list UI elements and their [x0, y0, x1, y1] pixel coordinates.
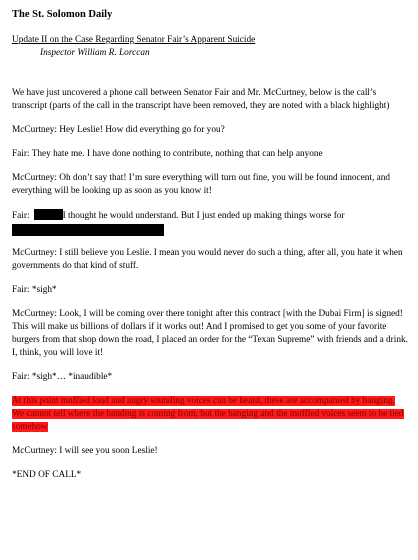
- transcript-line: Fair: *sigh*… *inaudible*: [12, 372, 113, 382]
- highlighted-note: [12, 395, 408, 434]
- transcript-line: McCurtney: I will see you soon Leslie!: [12, 446, 158, 456]
- speaker-label: Fair:: [12, 211, 30, 221]
- intro-paragraph: We have just uncovered a phone call between Senator Fair and Mr. McCurtney, below is the call’s transcript (parts of the call in the transcript have been removed, they are noted with a black highlight): [12, 88, 390, 111]
- masthead: The St. Solomon Daily: [12, 9, 113, 20]
- transcript-line: McCurtney: Hey Leslie! How did everything go for you?: [12, 125, 225, 135]
- byline: Inspector William R. Lorccan: [40, 48, 150, 58]
- transcript-line: McCurtney: I still believe you Leslie. I mean you would never do such a thing, after all, you hate it when governments do that kind of stuff.: [12, 248, 403, 271]
- highlight-text: At this point muffled loud and angry sounding voices can be heard, these are accompanied by banging. We cannot tell where the banding is coming from, but the banging and the muffled voices seem to be tied somehow: [12, 396, 404, 432]
- transcript-line-redacted: [12, 209, 408, 236]
- article: [12, 8, 408, 482]
- transcript-line: McCurtney: Oh don’t say that! I’m sure everything will turn out fine, you will be found innocent, and everything will be looking up as soon as you know it!: [12, 173, 391, 196]
- redaction-bar: [12, 224, 164, 236]
- transcript-line: McCurtney: Look, I will be coming over there tonight after this contract [with the Dubai Firm] is signed! This will make us billions of dollars if it works out! And I promised to get you some of your favorite burgers from that shop down the road, I placed an order for the “Texan Supreme” with friends and a drink. I, think, you will love it!: [12, 309, 408, 358]
- transcript-line: Fair: *sigh*: [12, 285, 57, 295]
- end-of-call: *END OF CALL*: [12, 470, 82, 480]
- transcript-line: Fair: They hate me. I have done nothing to contribute, nothing that can help anyone: [12, 149, 323, 159]
- transcript-text: I thought he would understand. But I just ended up making things worse for: [62, 211, 345, 221]
- redaction-bar: [34, 209, 63, 220]
- headline: Update II on the Case Regarding Senator Fair’s Apparent Suicide: [12, 35, 256, 45]
